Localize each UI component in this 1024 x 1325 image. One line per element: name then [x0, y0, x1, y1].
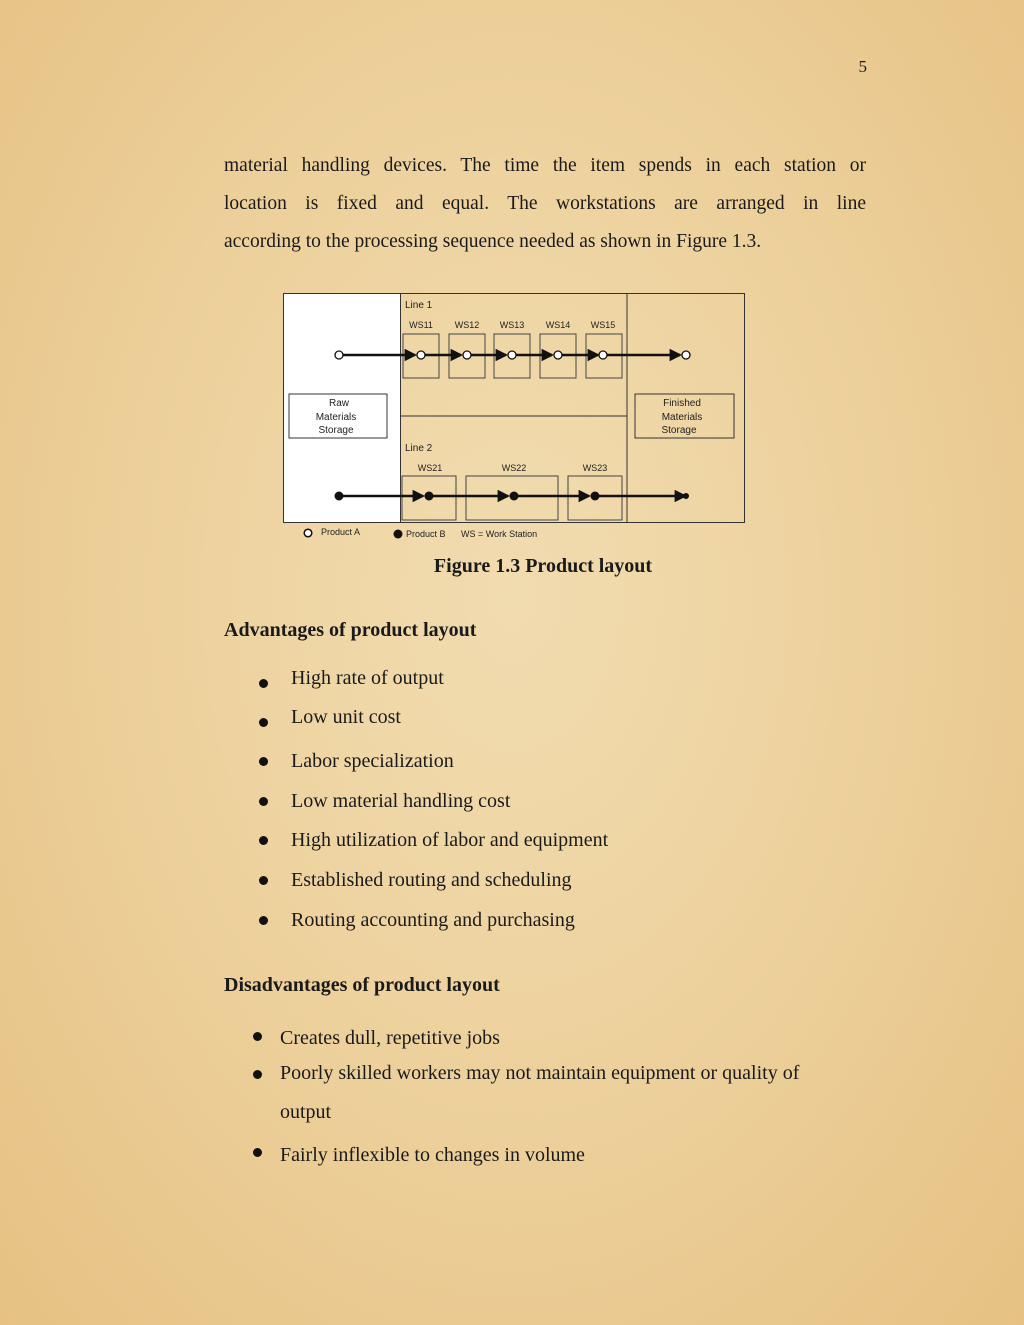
- advantage-item: Routing accounting and purchasing: [291, 909, 575, 931]
- product-a-node: [554, 351, 562, 359]
- bullet-icon: [253, 1070, 262, 1079]
- product-a-node: [417, 351, 425, 359]
- product-b-node: [510, 492, 519, 501]
- ws15-label: WS15: [590, 320, 616, 330]
- legend-product-a-symbol: [304, 529, 312, 537]
- raw-storage-text-1: Raw: [328, 398, 350, 409]
- page-number: 5: [858, 57, 867, 76]
- bullet-icon: [259, 718, 268, 727]
- disadvantages-heading: Disadvantages of product layout: [224, 974, 500, 996]
- disadvantage-item: Fairly inflexible to changes in volume: [280, 1144, 585, 1166]
- product-a-node: [599, 351, 607, 359]
- disadvantage-item: Poorly skilled workers may not maintain equipment or quality of: [280, 1062, 800, 1084]
- raw-storage-text-2: Materials: [315, 412, 357, 423]
- line2-label: Line 2: [405, 443, 433, 454]
- raw-storage-text-3: Storage: [318, 425, 354, 436]
- finished-storage-text-3: Storage: [661, 425, 697, 436]
- bullet-icon: [259, 836, 268, 845]
- product-b-end-node: [683, 493, 689, 499]
- advantage-item: High utilization of labor and equipment: [291, 829, 609, 851]
- figure-caption: Figure 1.3 Product layout: [433, 555, 653, 577]
- finished-storage-text-1: Finished: [663, 398, 701, 409]
- product-a-end-node: [682, 351, 690, 359]
- bullet-icon: [259, 679, 268, 688]
- ws13-label: WS13: [499, 320, 525, 330]
- legend-product-b: Product B: [406, 529, 446, 539]
- ws22-label: WS22: [501, 463, 527, 473]
- bullet-icon: [259, 797, 268, 806]
- legend-product-b-symbol: [394, 530, 403, 539]
- disadvantage-item: Creates dull, repetitive jobs: [280, 1027, 500, 1049]
- ws12-label: WS12: [454, 320, 480, 330]
- disadvantage-item-continuation: output: [280, 1101, 332, 1123]
- product-layout-diagram: [283, 292, 747, 542]
- legend-ws-note: WS = Work Station: [461, 529, 538, 539]
- paragraph-line-2: location is fixed and equal. The workstations are arranged in line: [224, 193, 866, 214]
- paragraph-line-1: material handling devices. The time the item spends in each station or: [224, 155, 866, 176]
- ws11-label: WS11: [409, 320, 433, 330]
- paragraph-line-3: according to the processing sequence needed as shown in Figure 1.3.: [224, 231, 762, 252]
- product-b-node: [591, 492, 600, 501]
- product-b-node: [425, 492, 434, 501]
- advantage-item: High rate of output: [291, 667, 444, 689]
- product-a-node: [508, 351, 516, 359]
- ws14-label: WS14: [545, 320, 571, 330]
- bullet-icon: [259, 876, 268, 885]
- bullet-icon: [253, 1032, 262, 1041]
- line1-label: Line 1: [405, 300, 433, 311]
- advantage-item: Low material handling cost: [291, 790, 511, 812]
- advantage-item: Low unit cost: [291, 706, 401, 728]
- product-a-start-node: [335, 351, 343, 359]
- ws21-label: WS21: [417, 463, 443, 473]
- bullet-icon: [259, 916, 268, 925]
- bullet-icon: [253, 1148, 262, 1157]
- finished-storage-text-2: Materials: [661, 412, 703, 423]
- advantage-item: Established routing and scheduling: [291, 869, 572, 891]
- advantage-item: Labor specialization: [291, 750, 454, 772]
- product-b-start-node: [335, 492, 344, 501]
- ws23-label: WS23: [582, 463, 608, 473]
- bullet-icon: [259, 757, 268, 766]
- advantages-heading: Advantages of product layout: [224, 619, 477, 641]
- legend-product-a: Product A: [321, 527, 361, 537]
- product-a-node: [463, 351, 471, 359]
